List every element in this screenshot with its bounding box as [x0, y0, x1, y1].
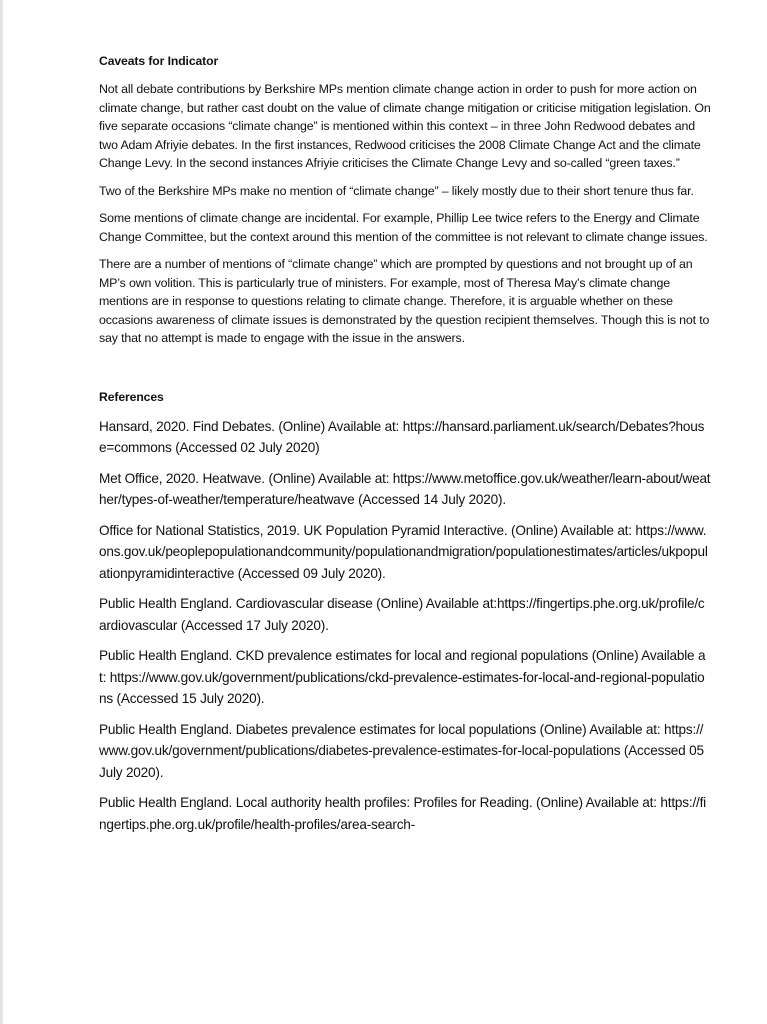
caveats-paragraph: There are a number of mentions of “climate change” which are prompted by questions and not brought up of an MP’s own volition. This is particularly true of ministers. For example, most of Theresa May’s climate change mentions are in response to questions relating to climate change. Therefore, it is arguable whether on these occasions awareness of climate issues is demonstrated by the question recipient themselves. Though this is not to say that no attempt is made to engage with the issue in the answers.: [99, 257, 710, 345]
caveats-section: [99, 52, 711, 348]
reference-item: Public Health England. Local authority health profiles: Profiles for Reading. (Online) Available at: https://fingertips.phe.org.uk/profile/health-profiles/area-search-: [99, 795, 706, 832]
page-edge-shadow: [0, 0, 3, 1024]
caveats-paragraph: Some mentions of climate change are incidental. For example, Phillip Lee twice refers to the Energy and Climate Change Committee, but the context around this mention of the committee is not relevant to climate change issues.: [99, 211, 708, 244]
reference-item: Office for National Statistics, 2019. UK Population Pyramid Interactive. (Online) Available at: https://www.ons.gov.uk/peoplepopulationandcommunity/populationandmigration/populationestimates/articles/ukpopulationpyramidinteractive (Accessed 09 July 2020).: [99, 522, 708, 581]
reference-item: Public Health England. CKD prevalence estimates for local and regional populations (Online) Available at: https://www.gov.uk/government/publications/ckd-prevalence-estimates-for-local-and-regional-populations (Accessed 15 July 2020).: [99, 648, 706, 706]
caveats-heading: Caveats for Indicator: [99, 54, 219, 68]
reference-item: Met Office, 2020. Heatwave. (Online) Available at: https://www.metoffice.gov.uk/weather/learn-about/weather/types-of-weather/temperature/heatwave (Accessed 14 July 2020).: [99, 470, 711, 507]
reference-item: Public Health England. Cardiovascular disease (Online) Available at:https://fingertips.phe.org.uk/profile/cardiovascular (Accessed 17 July 2020).: [99, 596, 705, 633]
reference-item: Public Health England. Diabetes prevalence estimates for local populations (Online) Available at: https://www.gov.uk/government/publications/diabetes-prevalence-estimates-for-local-populations (Accessed 05 July 2020).: [99, 721, 704, 780]
reference-item: Hansard, 2020. Find Debates. (Online) Available at: https://hansard.parliament.uk/search/Debates?house=commons (Accessed 02 July 2020): [99, 418, 705, 455]
caveats-paragraph: Not all debate contributions by Berkshire MPs mention climate change action in order to push for more action on climate change, but rather cast doubt on the value of climate change mitigation or criticise mitigation legislation. On five separate occasions “climate change” is mentioned within this context – in three John Redwood debates and two Adam Afriyie debates. In the first instances, Redwood criticises the 2008 Climate Change Act and the climate Change Levy. In the second instances Afriyie criticises the Climate Change Levy and so-called “green taxes.”: [99, 82, 711, 170]
caveats-paragraph: Two of the Berkshire MPs make no mention of “climate change” – likely mostly due to their short tenure thus far.: [99, 183, 694, 198]
document-page: [99, 52, 711, 844]
references-section: [99, 388, 711, 836]
references-heading: References: [99, 389, 164, 404]
